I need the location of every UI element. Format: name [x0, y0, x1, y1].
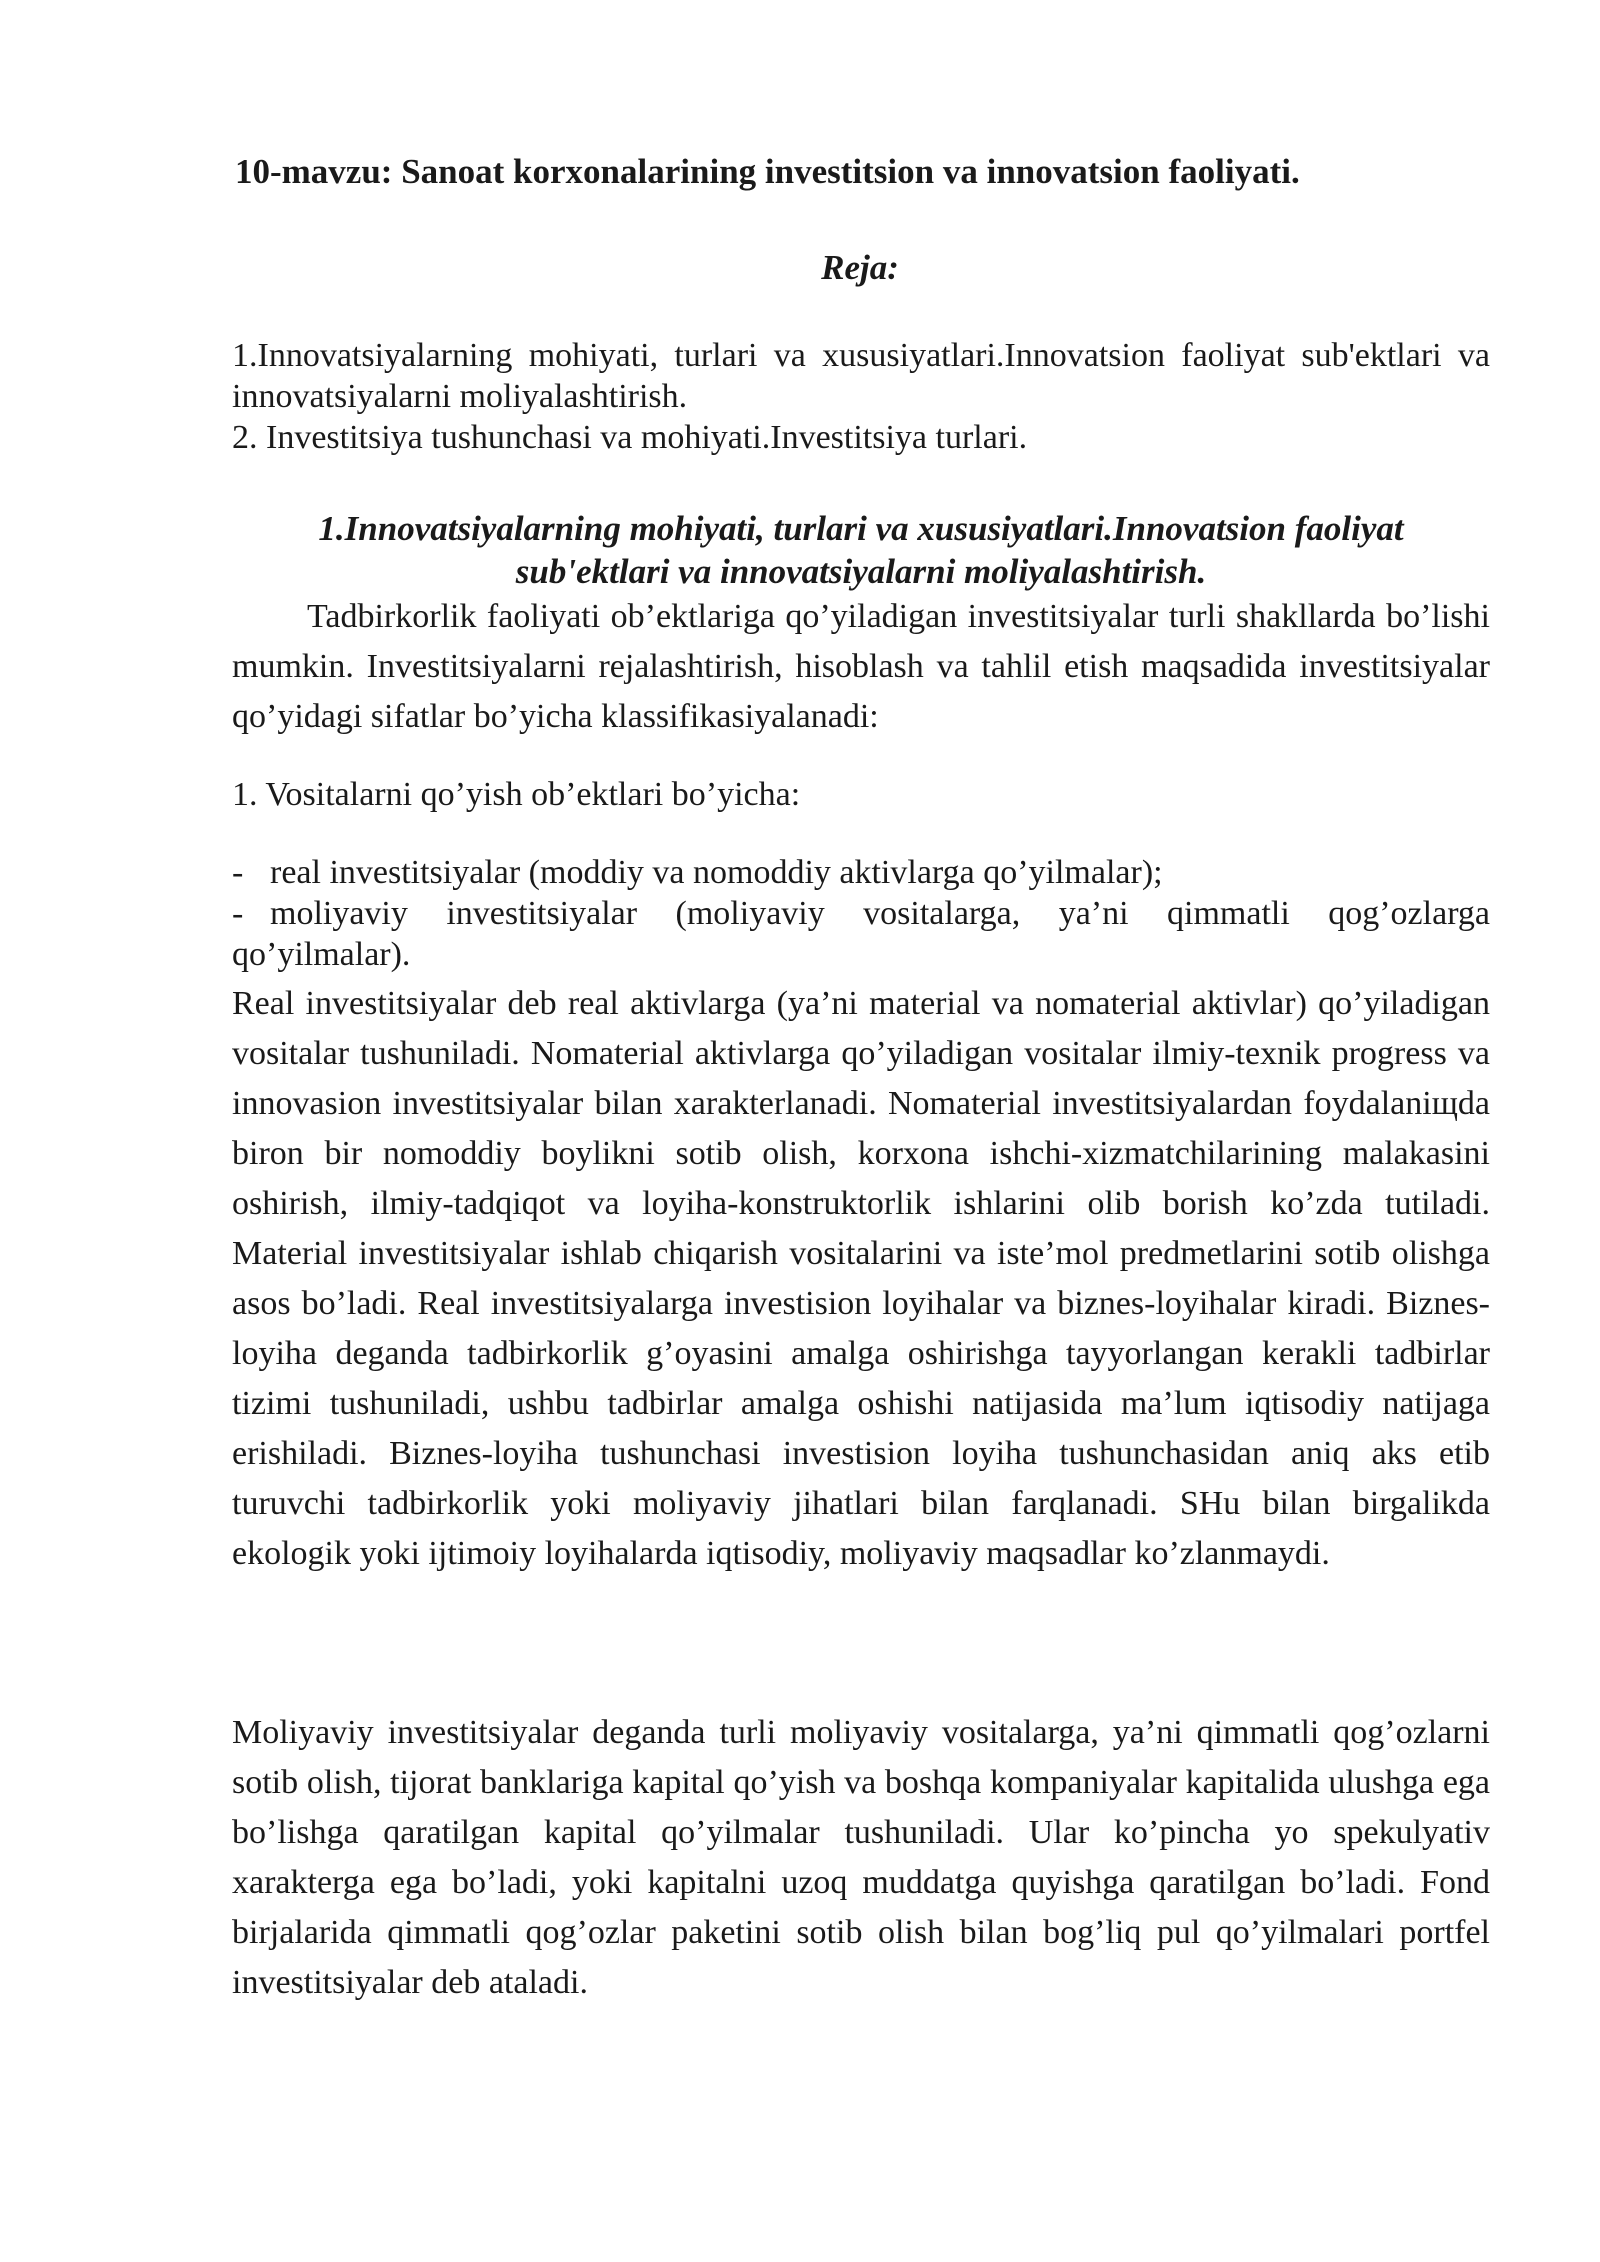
- intro-paragraph-text: Tadbirkorlik faoliyati ob’ektlariga qo’yiladigan investitsiyalar turli shakllarda bo’lishi mumkin. Investitsiyalarni rejalashtirish, hisoblash va tahlil etish maqsadida investitsiyalar qo’yidagi sifatlar bo’yicha klassifikasiyalanadi:: [232, 598, 1490, 735]
- document-title: 10-mavzu: Sanoat korxonalarining investitsion va innovatsion faoliyati.: [235, 152, 1300, 191]
- plan-label: Reja:: [821, 248, 899, 287]
- plan-item-1: 1.Innovatsiyalarning mohiyati, turlari va xususiyatlari.Innovatsion faoliyat sub'ektlari va innovatsiyalarni moliyalashtirish.: [232, 337, 1490, 415]
- plan-item-2: 2. Investitsiya tushunchasi va mohiyati.Investitsiya turlari.: [232, 419, 1028, 456]
- section-heading-line-1: 1.Innovatsiyalarning mohiyati, turlari va xususiyatlari.Innovatsion faoliyat: [318, 509, 1404, 548]
- plan-list: [232, 335, 1490, 458]
- bullet-text: real investitsiyalar (moddiy va nomoddiy aktivlarga qo’yilmalar);: [270, 854, 1163, 891]
- intro-paragraph: [232, 592, 1490, 742]
- list-item: [232, 852, 1490, 893]
- list-item: [232, 893, 1490, 975]
- section-heading: [232, 507, 1490, 593]
- bullet-dash: -: [232, 854, 244, 891]
- bullet-text: moliyaviy investitsiyalar (moliyaviy vositalarga, ya’ni qimmatli qog’ozlarga qo’yilmalar).: [232, 895, 1490, 973]
- paragraph-financial-investments: Moliyaviy investitsiyalar deganda turli moliyaviy vositalarga, ya’ni qimmatli qog’ozlarni sotib olish, tijorat banklariga kapital qo’yish va boshqa kompaniyalar kapitalida ulushga ega bo’lishga qaratilgan kapital qo’yilmalar tushuniladi. Ular ko’pincha yo spekulyativ xarakterga ega bo’ladi, yoki kapitalni uzoq muddatga quyishga qaratilgan bo’ladi. Fond birjalarida qimmatli qog’ozlar paketini sotib olish bilan bog’liq pul qo’yilmalari portfel investitsiyalar deb ataladi.: [232, 1714, 1490, 2001]
- section-heading-line-2: sub'ektlari va innovatsiyalarni moliyalashtirish.: [515, 552, 1207, 591]
- classification-heading: 1. Vositalarni qo’yish ob’ektlari bo’yicha:: [232, 776, 801, 813]
- paragraph-real-investments: Real investitsiyalar deb real aktivlarga (ya’ni material va nomaterial aktivlar) qo’yiladigan vositalar tushuniladi. Nomaterial aktivlarga qo’yiladigan vositalar ilmiy-texnik progress va innovasion investitsiyalar bilan xarakterlanadi. Nomaterial investitsiyalardan foydalaniщda biron bir nomoddiy boylikni sotib olish, korxona ishchi-xizmatchilarining malakasini oshirish, ilmiy-tadqiqot va loyiha-konstruktorlik ishlarini olib borish ko’zda tutiladi. Material investitsiyalar ishlab chiqarish vositalarini va iste’mol predmetlarini sotib olishga asos bo’ladi. Real investitsiyalarga investision loyihalar va biznes-loyihalar kiradi. Biznes-loyiha deganda tadbirkorlik g’oyasini amalga oshirishga tayyorlangan kerakli tadbirlar tizimi tushuniladi, ushbu tadbirlar amalga oshishi natijasida ma’lum iqtisodiy natijaga erishiladi. Biznes-loyiha tushunchasi investision loyiha tushunchasidan aniq aks etib turuvchi tadbirkorlik yoki moliyaviy jihatlari bilan farqlanadi. SHu bilan birgalikda ekologik yoki ijtimoiy loyihalarda iqtisodiy, moliyaviy maqsadlar ko’zlanmaydi.: [232, 985, 1490, 1572]
- bullet-dash: -: [232, 895, 244, 932]
- bullet-list: [232, 852, 1490, 975]
